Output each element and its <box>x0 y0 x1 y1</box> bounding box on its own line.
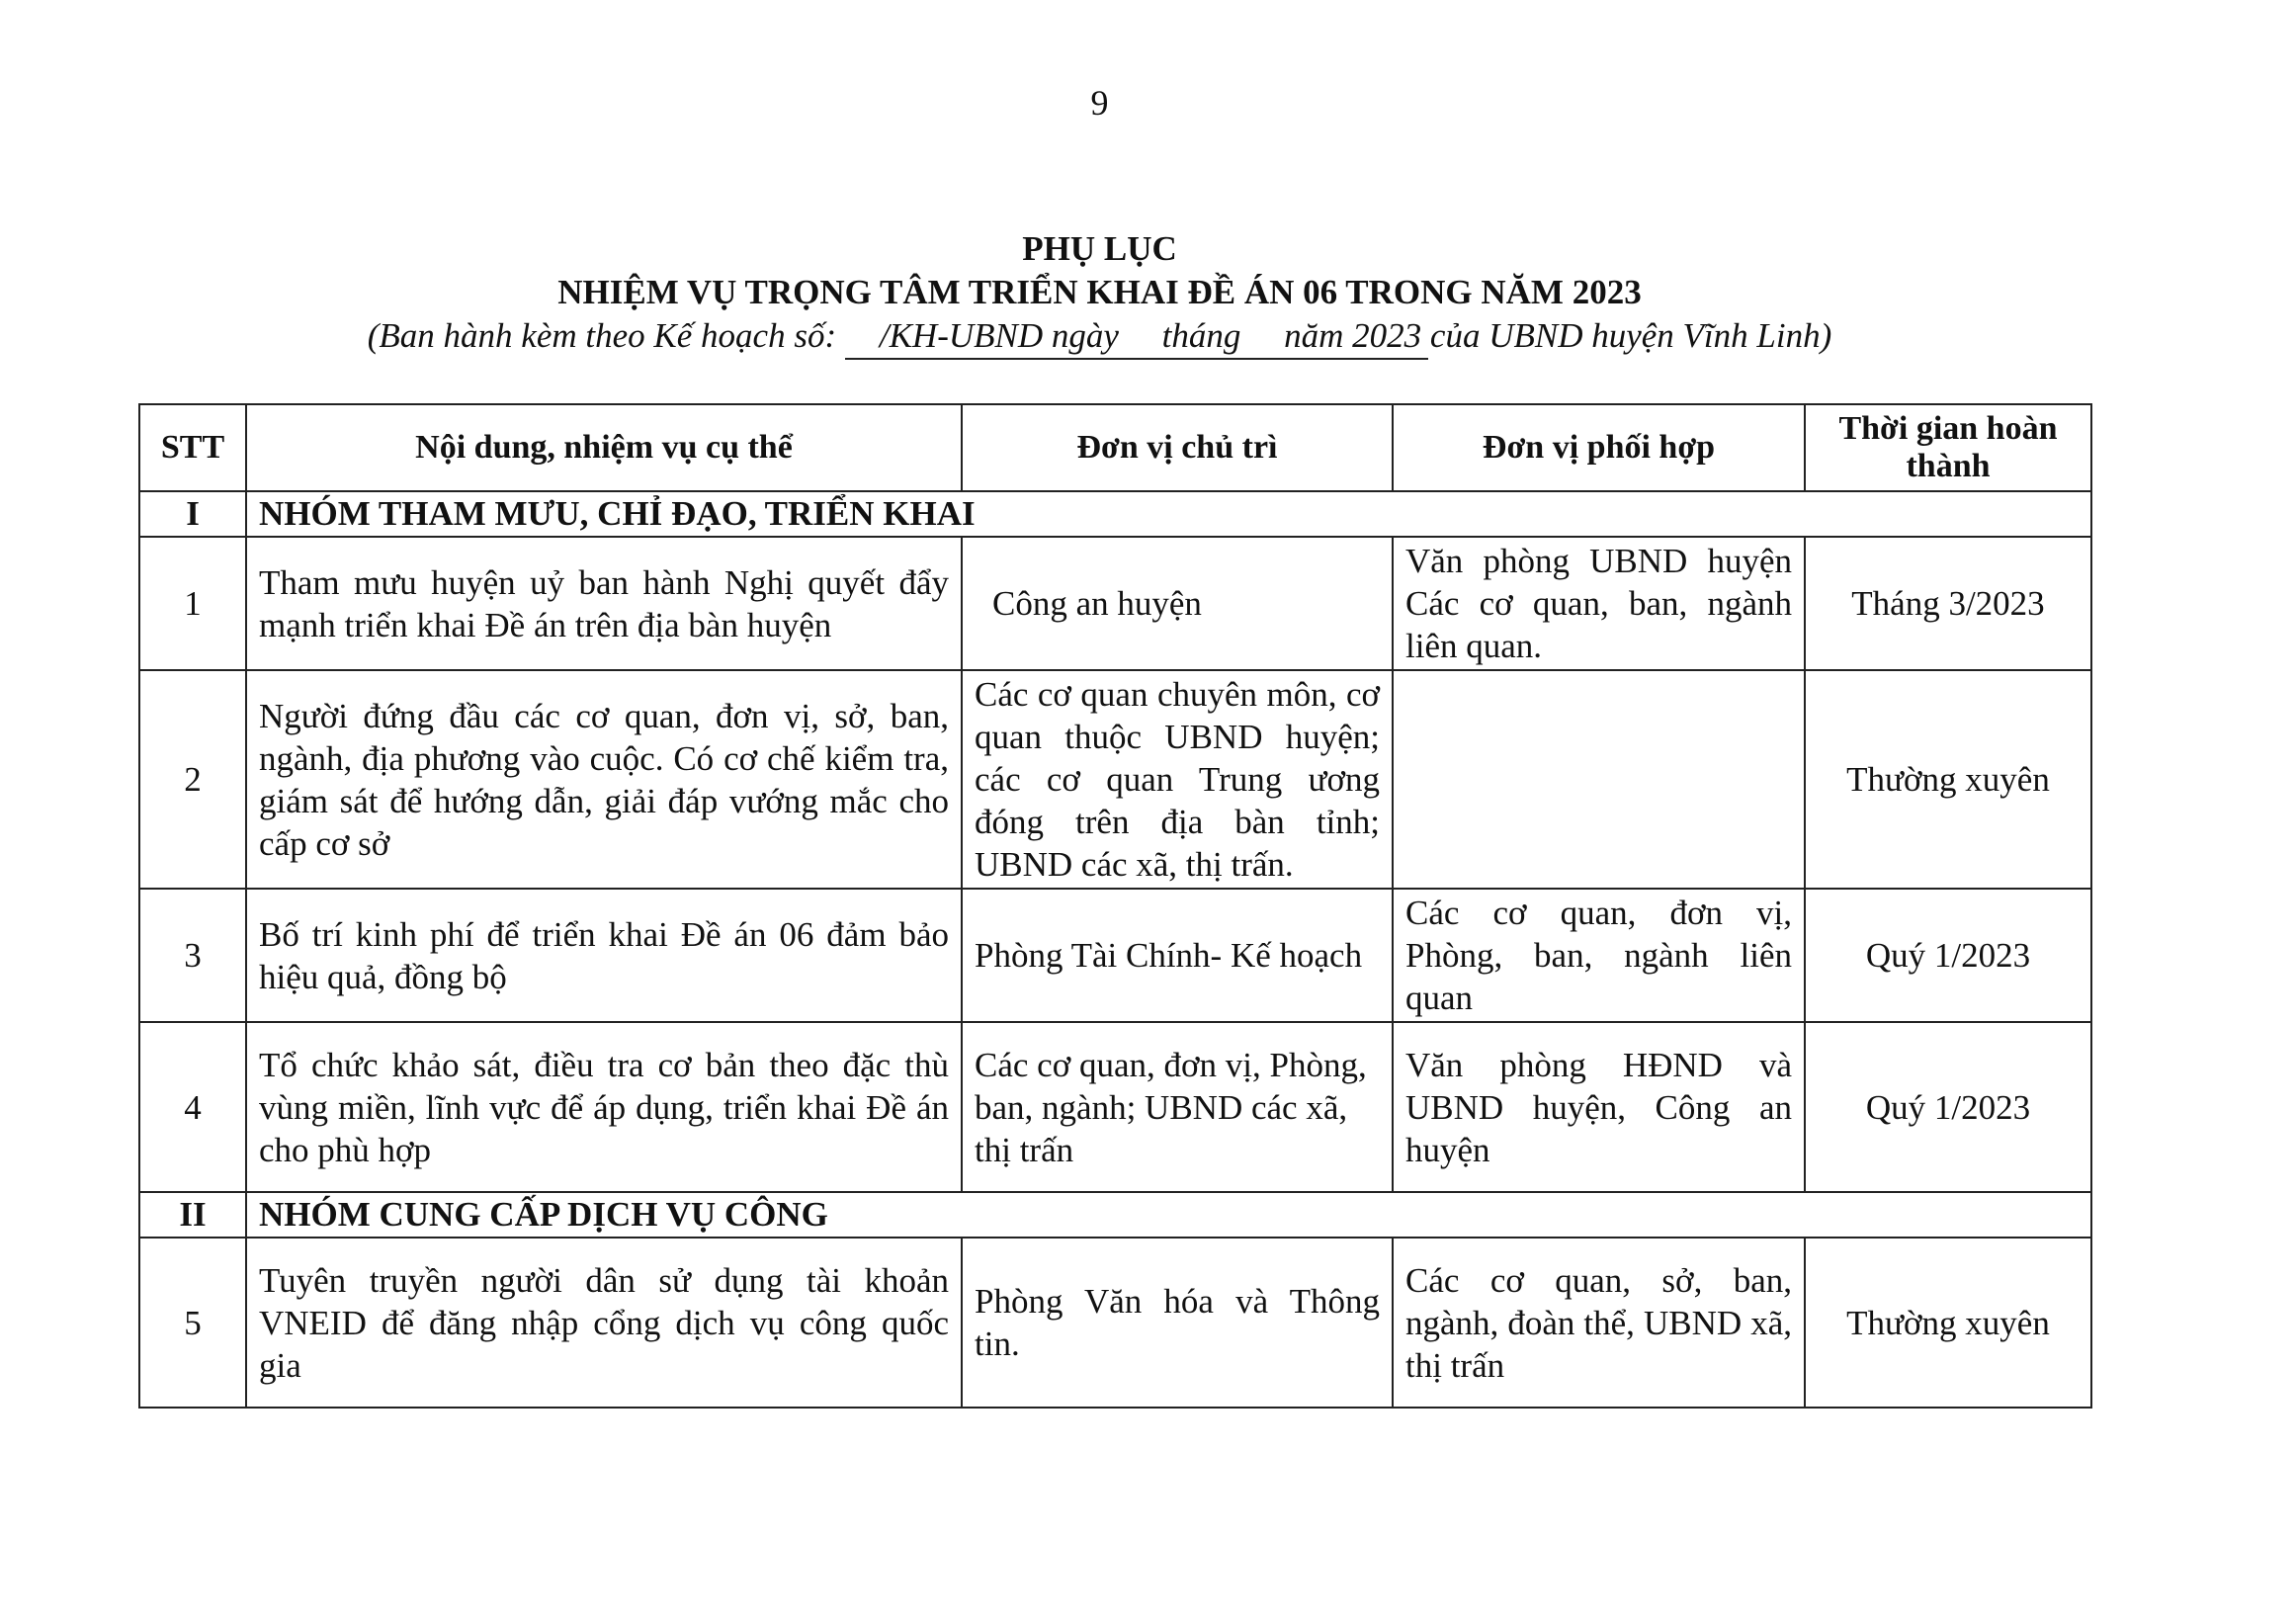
appendix-title: PHỤ LỤC <box>1022 229 1177 268</box>
header-content: Nội dung, nhiệm vụ cụ thể <box>246 404 962 491</box>
row-stt: 5 <box>139 1238 246 1408</box>
row-deadline: Quý 1/2023 <box>1805 889 2091 1022</box>
row-stt: 4 <box>139 1022 246 1192</box>
row-coordinating-unit: Các cơ quan, đơn vị, Phòng, ban, ngành liên quan <box>1393 889 1805 1022</box>
group-row-1 <box>139 491 2091 537</box>
row-content: Tổ chức khảo sát, điều tra cơ bản theo đặc thù vùng miền, lĩnh vực để áp dụng, triển khai Đề án cho phù hợp <box>246 1022 962 1192</box>
row-lead-unit: Phòng Văn hóa và Thông tin. <box>962 1238 1393 1408</box>
issued-note-underline <box>845 358 1428 360</box>
row-deadline: Tháng 3/2023 <box>1805 537 2091 670</box>
group-row-2 <box>139 1192 2091 1238</box>
row-deadline: Thường xuyên <box>1805 670 2091 889</box>
row-stt: 3 <box>139 889 246 1022</box>
row-deadline: Quý 1/2023 <box>1805 1022 2091 1192</box>
table-row <box>139 670 2091 889</box>
header-lead-unit: Đơn vị chủ trì <box>962 404 1393 491</box>
page-number: 9 <box>1090 83 1109 123</box>
table-header-row <box>139 404 2091 491</box>
row-lead-unit: Phòng Tài Chính- Kế hoạch <box>962 889 1393 1022</box>
table-row <box>139 537 2091 670</box>
appendix-subtitle: NHIỆM VỤ TRỌNG TÂM TRIỂN KHAI ĐỀ ÁN 06 TRONG NĂM 2023 <box>557 273 1642 311</box>
row-coordinating-unit: Văn phòng HĐND và UBND huyện, Công an huyện <box>1393 1022 1805 1192</box>
header-stt: STT <box>139 404 246 491</box>
header-coordinating-unit: Đơn vị phối hợp <box>1393 404 1805 491</box>
row-coordinating-unit <box>1393 670 1805 889</box>
row-content: Bố trí kinh phí để triển khai Đề án 06 đảm bảo hiệu quả, đồng bộ <box>246 889 962 1022</box>
issued-note: (Ban hành kèm theo Kế hoạch số: /KH-UBND ngày tháng năm 2023 của UBND huyện Vĩnh Linh) <box>367 316 1832 355</box>
row-deadline: Thường xuyên <box>1805 1238 2091 1408</box>
header-deadline: Thời gian hoàn thành <box>1805 404 2091 491</box>
row-lead-unit: Các cơ quan chuyên môn, cơ quan thuộc UBND huyện; các cơ quan Trung ương đóng trên địa bàn tỉnh; UBND các xã, thị trấn. <box>962 670 1393 889</box>
table-row <box>139 1022 2091 1192</box>
row-content: Tuyên truyền người dân sử dụng tài khoản VNEID để đăng nhập cổng dịch vụ công quốc gia <box>246 1238 962 1408</box>
row-coordinating-unit: Các cơ quan, sở, ban, ngành, đoàn thể, UBND xã, thị trấn <box>1393 1238 1805 1408</box>
row-coordinating-unit: Văn phòng UBND huyện Các cơ quan, ban, ngành liên quan. <box>1393 537 1805 670</box>
row-lead-unit: Các cơ quan, đơn vị, Phòng, ban, ngành; UBND các xã, thị trấn <box>962 1022 1393 1192</box>
row-content: Tham mưu huyện uỷ ban hành Nghị quyết đẩy mạnh triển khai Đề án trên địa bàn huyện <box>246 537 962 670</box>
row-stt: 1 <box>139 537 246 670</box>
document-heading <box>0 227 2199 358</box>
group-title: NHÓM CUNG CẤP DỊCH VỤ CÔNG <box>246 1192 2091 1238</box>
group-numeral: II <box>139 1192 246 1238</box>
row-lead-unit: Công an huyện <box>962 537 1393 670</box>
task-table <box>138 403 2092 1409</box>
table-row <box>139 889 2091 1022</box>
group-numeral: I <box>139 491 246 537</box>
row-stt: 2 <box>139 670 246 889</box>
table-row <box>139 1238 2091 1408</box>
group-title: NHÓM THAM MƯU, CHỈ ĐẠO, TRIỂN KHAI <box>246 491 2091 537</box>
row-content: Người đứng đầu các cơ quan, đơn vị, sở, ban, ngành, địa phương vào cuộc. Có cơ chế kiểm tra, giám sát để hướng dẫn, giải đáp vướng mắc cho cấp cơ sở <box>246 670 962 889</box>
